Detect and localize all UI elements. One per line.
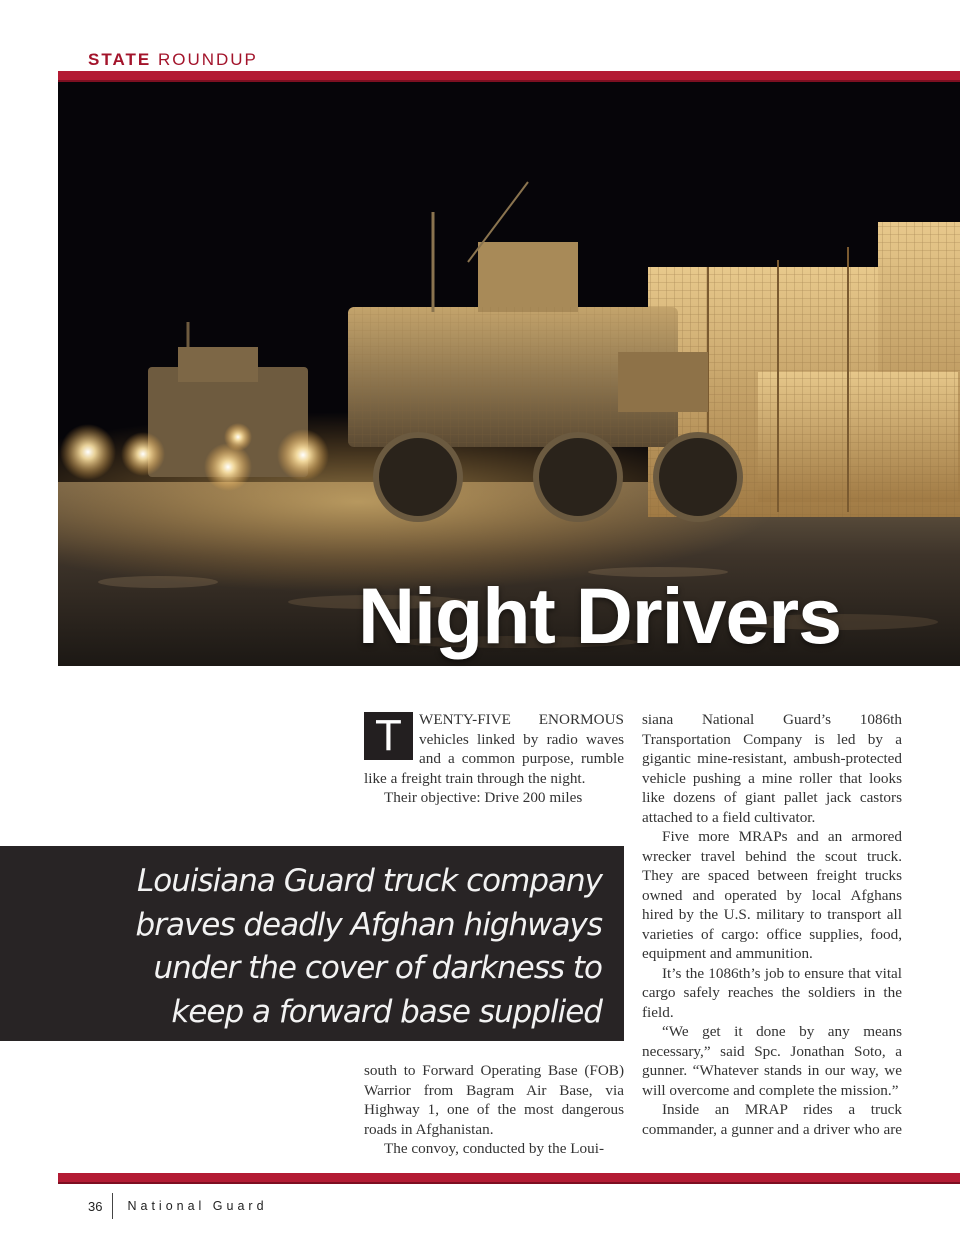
footer-divider [112, 1193, 113, 1219]
article-column-1-bottom [364, 1061, 624, 1159]
paragraph: Their objective: Drive 200 miles [384, 789, 583, 806]
paragraph-text: WENTY-FIVE ENORMOUS vehicles linked by radio waves and a common purpose, rumble like a freight train through the night. [364, 711, 624, 787]
drop-cap: T [364, 712, 413, 760]
top-rule [58, 71, 960, 82]
article-column-2 [642, 710, 902, 1139]
paragraph: Five more MRAPs and an armored wrecker travel behind the scout truck. They are spaced between freight trucks owned and operated by local Afghans hired by the U.S. military to transport all varieties of cargo: office supplies, food, equipment and ammunition. [642, 828, 902, 962]
section-label-rest: ROUNDUP [157, 50, 258, 69]
paragraph: “We get it done by any means necessary,” said Spc. Jonathan Soto, a gunner. “Whatever stands in our way, we will overcome and complete the mission.” [642, 1023, 902, 1099]
pull-quote-line: Louisiana Guard truck company [137, 863, 602, 899]
opening-paragraph [364, 710, 624, 788]
magazine-name: National Guard [127, 1199, 268, 1213]
section-label [88, 50, 258, 70]
article-column-1-top [364, 710, 624, 808]
pull-quote-line: under the cover of darkness to [153, 950, 602, 986]
pull-quote [0, 846, 624, 1041]
article-headline: Night Drivers [358, 571, 842, 660]
paragraph: Inside an MRAP rides a truck commander, a gunner and a driver who are [642, 1101, 902, 1138]
paragraph: siana National Guard’s 1086th Transportation Company is led by a gigantic mine-resistant, ambush-protected vehicle pushing a mine roller that looks like dozens of giant pallet jack castors attached to a field cultivator. [642, 711, 902, 826]
page-number: 36 [88, 1198, 103, 1214]
paragraph: The convoy, conducted by the Loui- [384, 1140, 605, 1157]
section-label-bold: STATE [88, 50, 152, 69]
page-footer [88, 1193, 268, 1219]
pull-quote-line: braves deadly Afghan highways [135, 906, 602, 943]
pull-quote-line: keep a forward base supplied [171, 993, 602, 1030]
paragraph: south to Forward Operating Base (FOB) Warrior from Bagram Air Base, via Highway 1, one of the most dangerous roads in Afghanistan. [364, 1062, 624, 1138]
bottom-rule [58, 1173, 960, 1184]
paragraph: It’s the 1086th’s job to ensure that vital cargo safely reaches the soldiers in the field. [642, 964, 902, 1021]
